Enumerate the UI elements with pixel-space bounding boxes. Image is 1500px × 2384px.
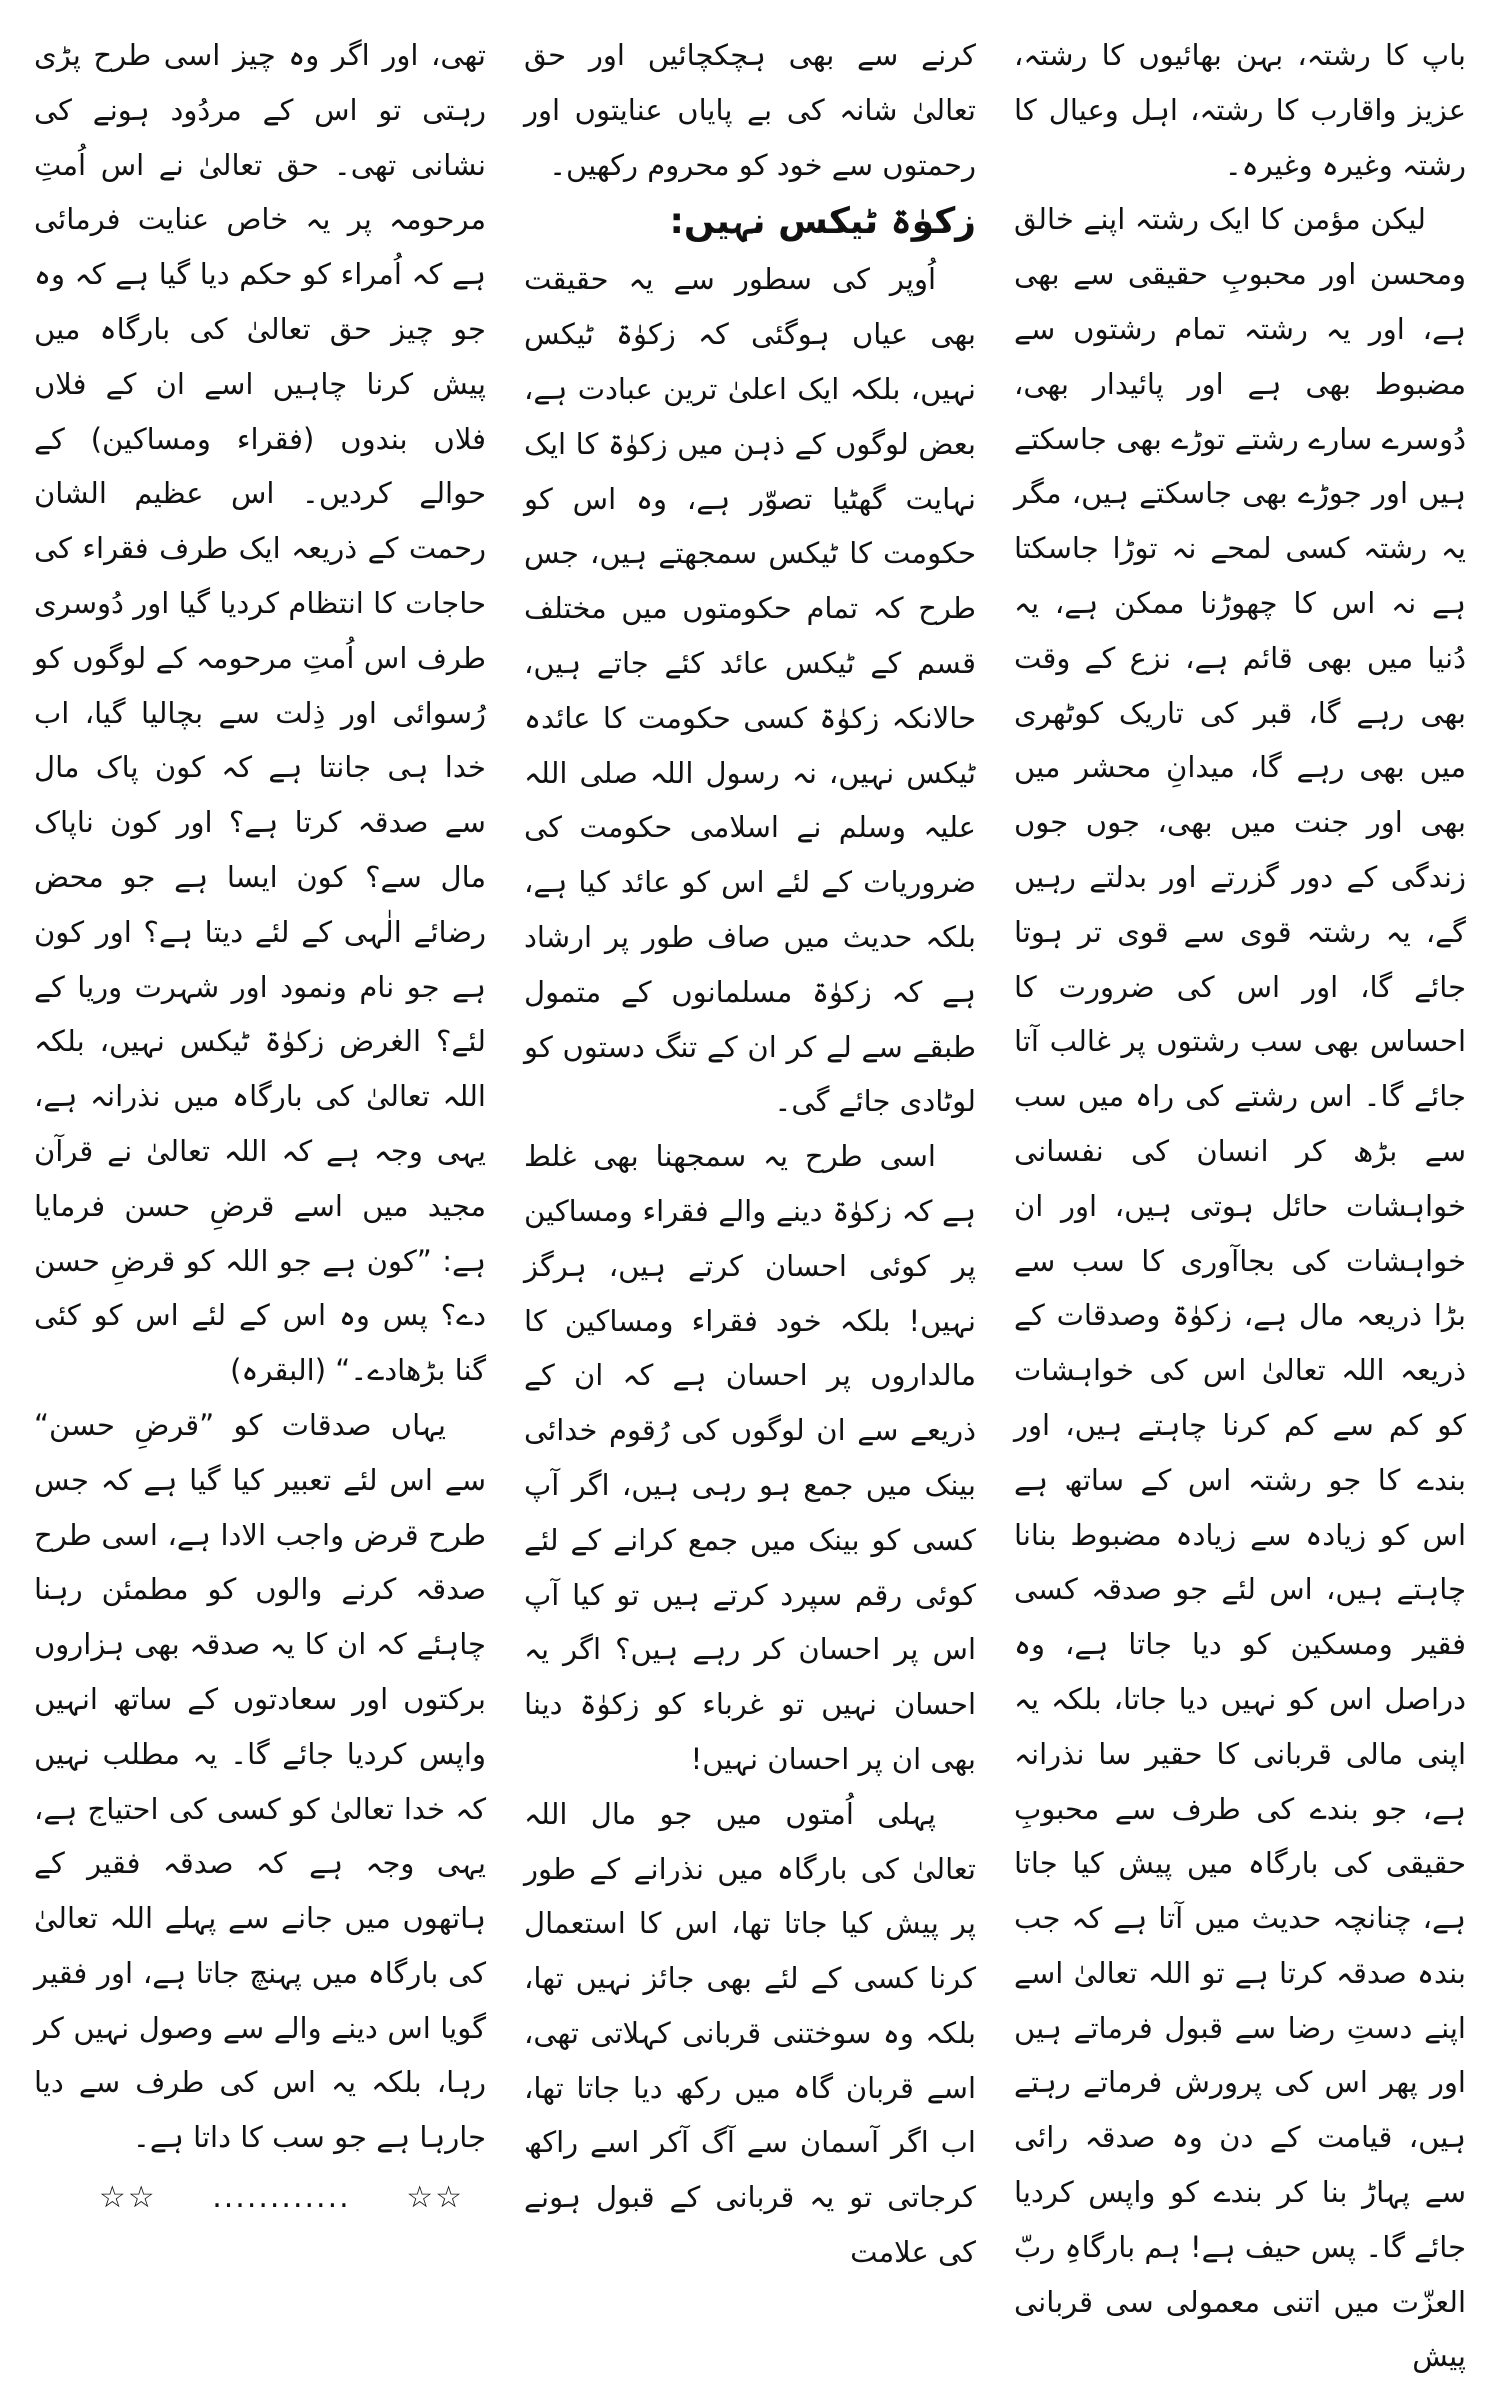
paragraph: اسی طرح یہ سمجھنا بھی غلط ہے کہ زکوٰۃ دینے والے فقراء ومساکین پر کوئی احسان کرتے ہیں، ہرگز نہیں! بلکہ خود فقراء ومساکین کا مالداروں پر احسان ہے کہ ان کے ذریعے سے ان لوگوں کی رُقوم خدائی بینک میں جمع ہو رہی ہیں، اگر آپ کسی کو بینک میں جمع کرانے کے لئے کوئی رقم سپرد کرتے ہیں تو کیا آپ اس پر احسان کر رہے ہیں؟ اگر یہ احسان نہیں تو غرباء کو زکوٰۃ دینا بھی ان پر احسان نہیں! bbox=[524, 1139, 976, 1776]
paragraph: باپ کا رشتہ، بہن بھائیوں کا رشتہ، عزیز واقارب کا رشتہ، اہل وعیال کا رشتہ وغیرہ وغیرہ۔ bbox=[1014, 38, 1466, 182]
stars-ornament: ☆☆ bbox=[98, 2180, 157, 2216]
paragraph: یہاں صدقات کو ”قرضِ حسن“ سے اس لئے تعبیر کیا گیا ہے کہ جس طرح قرض واجب الادا ہے، اسی طرح صدقہ کرنے والوں کو مطمئن رہنا چاہئے کہ ان کا یہ صدقہ بھی ہزاروں برکتوں اور سعادتوں کے ساتھ انہیں واپس کردیا جائے گا۔ یہ مطلب نہیں کہ خدا تعالیٰ کو کسی کی احتیاج ہے، یہی وجہ ہے کہ صدقہ فقیر کے ہاتھوں میں جانے سے پہلے اللہ تعالیٰ کی بارگاہ میں پہنچ جاتا ہے، اور فقیر گویا اس دینے والے سے وصول نہیں کر رہا، بلکہ یہ اس کی طرف سے دیا جارہا ہے جو سب کا داتا ہے۔ bbox=[34, 1407, 486, 2155]
dots-separator: ............ bbox=[212, 2180, 351, 2216]
end-ornament bbox=[34, 2171, 486, 2226]
column-left bbox=[34, 28, 486, 2216]
stars-ornament: ☆☆ bbox=[406, 2180, 464, 2216]
paragraph: پہلی اُمتوں میں جو مال اللہ تعالیٰ کی بارگاہ میں نذرانے کے طور پر پیش کیا جاتا تھا، اس کا استعمال کرنا کسی کے لئے بھی جائز نہیں تھا، بلکہ وہ سوختنی قربانی کہلاتی تھی، اسے قربان گاہ میں رکھ دیا جاتا تھا، اب اگر آسمان سے آگ آکر اسے راکھ کرجاتی تو یہ قربانی کے قبول ہونے کی علامت bbox=[524, 1796, 976, 2270]
paragraph: لیکن مؤمن کا ایک رشتہ اپنے خالق ومحسن اور محبوبِ حقیقی سے بھی ہے، اور یہ رشتہ تمام رشتوں سے مضبوط بھی ہے اور پائیدار بھی، دُوسرے سارے رشتے توڑے بھی جاسکتے ہیں اور جوڑے بھی جاسکتے ہیں، مگر یہ رشتہ کسی لمحے نہ توڑا جاسکتا ہے نہ اس کا چھوڑنا ممکن ہے، یہ دُنیا میں بھی قائم ہے، نزع کے وقت بھی رہے گا، قبر کی تاریک کوٹھری میں بھی رہے گا، میدانِ محشر میں بھی اور جنت میں بھی، جوں جوں زندگی کے دور گزرتے اور بدلتے رہیں گے، یہ رشتہ قوی سے قوی تر ہوتا جائے گا، اور اس کی ضرورت کا احساس بھی سب رشتوں پر غالب آتا جائے گا۔ اس رشتے کی راہ میں سب سے بڑھ کر انسان کی نفسانی خواہشات حائل ہوتی ہیں، اور ان خواہشات کی بجاآوری کا سب سے بڑا ذریعہ مال ہے، زکوٰۃ وصدقات کے ذریعہ اللہ تعالیٰ اس کی خواہشات کو کم سے کم کرنا چاہتے ہیں، اور بندے کا جو رشتہ اس کے ساتھ ہے اس کو زیادہ سے زیادہ مضبوط بنانا چاہتے ہیں، اس لئے جو صدقہ کسی فقیر ومسکین کو دیا جاتا ہے، وہ دراصل اس کو نہیں دیا جاتا، بلکہ یہ اپنی مالی قربانی کا حقیر سا نذرانہ ہے، جو بندے کی طرف سے محبوبِ حقیقی کی بارگاہ میں پیش کیا جاتا ہے، چنانچہ حدیث میں آتا ہے کہ جب بندہ صدقہ کرتا ہے تو اللہ تعالیٰ اسے اپنے دستِ رضا سے قبول فرماتے ہیں اور پھر اس کی پرورش فرماتے رہتے ہیں، قیامت کے دن وہ صدقہ رائی سے پہاڑ بنا کر بندے کو واپس کردیا جائے گا۔ پس حیف ہے! ہم بارگاہِ ربّ العزّت میں اتنی معمولی سی قربانی پیش bbox=[1014, 202, 1466, 2374]
column-right bbox=[1014, 28, 1466, 2374]
paragraph: کرنے سے بھی ہچکچائیں اور حق تعالیٰ شانہ کی بے پایاں عنایتوں اور رحمتوں سے خود کو محروم رکھیں۔ bbox=[524, 38, 976, 182]
paragraph: اُوپر کی سطور سے یہ حقیقت بھی عیاں ہوگئی کہ زکوٰۃ ٹیکس نہیں، بلکہ ایک اعلیٰ ترین عبادت ہے، بعض لوگوں کے ذہن میں زکوٰۃ کا ایک نہایت گھٹیا تصوّر ہے، وہ اس کو حکومت کا ٹیکس سمجھتے ہیں، جس طرح کہ تمام حکومتوں میں مختلف قسم کے ٹیکس عائد کئے جاتے ہیں، حالانکہ زکوٰۃ کسی حکومت کا عائدہ ٹیکس نہیں، نہ رسول اللہ صلی اللہ علیہ وسلم نے اسلامی حکومت کی ضروریات کے لئے اس کو عائد کیا ہے، بلکہ حدیث میں صاف طور پر ارشاد ہے کہ زکوٰۃ مسلمانوں کے متمول طبقے سے لے کر ان کے تنگ دستوں کو لوٹادی جائے گی۔ bbox=[524, 262, 976, 1119]
paragraph: تھی، اور اگر وہ چیز اسی طرح پڑی رہتی تو اس کے مردُود ہونے کی نشانی تھی۔ حق تعالیٰ نے اس اُمتِ مرحومہ پر یہ خاص عنایت فرمائی ہے کہ اُمراء کو حکم دیا گیا ہے کہ وہ جو چیز حق تعالیٰ کی بارگاہ میں پیش کرنا چاہیں اسے ان کے فلاں فلاں بندوں (فقراء ومساکین) کے حوالے کردیں۔ اس عظیم الشان رحمت کے ذریعہ ایک طرف فقراء کی حاجات کا انتظام کردیا گیا اور دُوسری طرف اس اُمتِ مرحومہ کے لوگوں کو رُسوائی اور ذِلت سے بچالیا گیا، اب خدا ہی جانتا ہے کہ کون پاک مال سے صدقہ کرتا ہے؟ اور کون ناپاک مال سے؟ کون ایسا ہے جو محض رضائے الٰہی کے لئے دیتا ہے؟ اور کون ہے جو نام ونمود اور شہرت وریا کے لئے؟ الغرض زکوٰۃ ٹیکس نہیں، بلکہ اللہ تعالیٰ کی بارگاہ میں نذرانہ ہے، یہی وجہ ہے کہ اللہ تعالیٰ نے قرآن مجید میں اسے قرضِ حسن فرمایا ہے: ”کون ہے جو اللہ کو قرضِ حسن دے؟ پس وہ اس کے لئے اس کو کئی گنا بڑھادے۔“ (البقرہ) bbox=[34, 38, 486, 1388]
section-heading: زکوٰۃ ٹیکس نہیں: bbox=[669, 201, 976, 243]
column-middle bbox=[524, 28, 976, 2270]
